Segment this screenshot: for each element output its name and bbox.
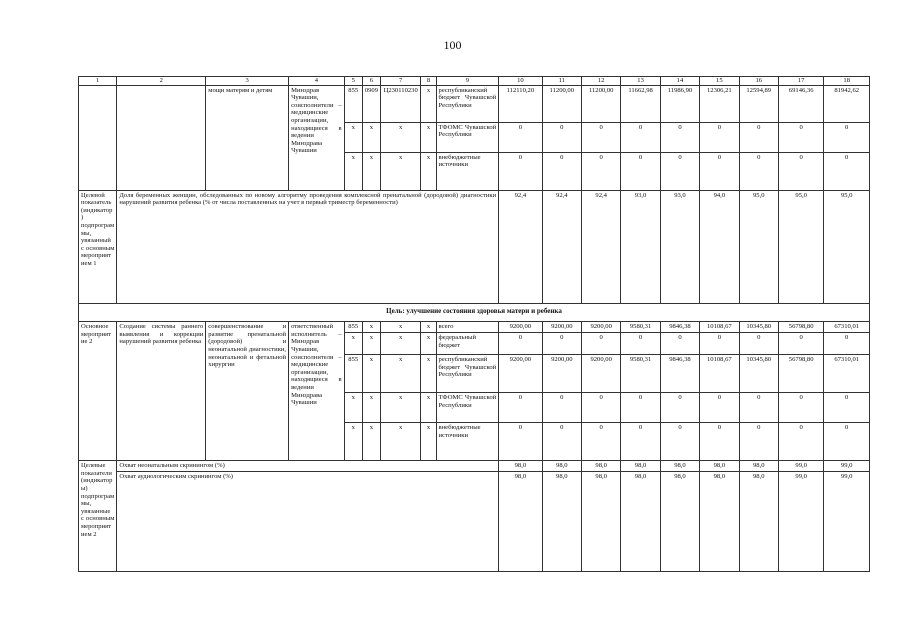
value-cell: 98,0 [499, 461, 542, 472]
value-cell: 0 [700, 423, 739, 461]
table-cell: х [380, 333, 420, 355]
value-cell: 0 [700, 122, 739, 152]
header-cell: 11 [542, 77, 581, 86]
table-cell: х [362, 122, 380, 152]
value-cell: 98,0 [581, 461, 620, 472]
value-cell: 0 [542, 122, 581, 152]
target-indicator-text: Доля беременных женщин, обследованных по новому алгоритму проведения комплексной пренатальной (дородовой) диагностики нарушений развития ребенка (% от числа поставленных на учет в первый триместр беременности) [117, 190, 499, 303]
value-cell: 0 [499, 122, 542, 152]
value-cell: 0 [700, 333, 739, 355]
table-cell [79, 85, 117, 190]
header-cell: 14 [660, 77, 699, 86]
value-cell: 0 [739, 393, 778, 423]
value-cell: 9200,00 [499, 355, 542, 393]
table-cell: х [421, 333, 436, 355]
target-indicator-text: Охват аудиологическим скринингом (%) [117, 472, 499, 572]
activity-name: Создание системы раннего выявления и коррекции нарушений развития ребенка [117, 322, 206, 461]
value-cell: 0 [739, 333, 778, 355]
table-cell: х [362, 152, 380, 190]
table-cell: х [344, 122, 362, 152]
value-cell: 0 [542, 333, 581, 355]
value-cell: 0 [660, 152, 699, 190]
executor-cell: ответственный исполнитель – Минздрав Чувашии, соисполнители – медицинские организации, находящиеся в ведении Минздрава Чувашии [289, 322, 345, 461]
page-number: 100 [443, 38, 462, 52]
value-cell: 56798,80 [778, 355, 823, 393]
value-cell: 0 [700, 152, 739, 190]
value-cell: 98,0 [621, 461, 660, 472]
value-cell: 0 [581, 122, 620, 152]
value-cell: 95,0 [739, 190, 778, 303]
table-cell: х [344, 152, 362, 190]
value-cell: 98,0 [542, 461, 581, 472]
target-indicator-text: Охват неонатальным скринингом (%) [117, 461, 499, 472]
goal-row [79, 303, 870, 322]
value-cell: 98,0 [542, 472, 581, 572]
value-cell: 92,4 [499, 190, 542, 303]
header-cell: 12 [581, 77, 620, 86]
value-cell: 0 [660, 122, 699, 152]
value-cell: 11662,98 [621, 85, 660, 122]
funding-source: внебюджетные источники [436, 152, 499, 190]
value-cell: 0 [499, 393, 542, 423]
header-row [79, 77, 870, 86]
header-cell: 10 [499, 77, 542, 86]
value-cell: 9200,00 [542, 355, 581, 393]
table-cell: х [380, 152, 420, 190]
table-cell: х [344, 393, 362, 423]
funding-source: всего [436, 322, 499, 333]
value-cell: 0 [542, 393, 581, 423]
value-cell: 0 [824, 393, 870, 423]
value-cell: 98,0 [660, 461, 699, 472]
table-cell: х [362, 393, 380, 423]
value-cell: 0 [621, 152, 660, 190]
table-cell: х [421, 85, 436, 122]
value-cell: 9200,00 [581, 322, 620, 333]
value-cell: 0 [739, 122, 778, 152]
header-cell: 3 [206, 77, 289, 86]
value-cell: 11986,90 [660, 85, 699, 122]
table-cell: х [380, 122, 420, 152]
target-indicator-label: Целевой показатель (индикатор) подпрограммы, увязанный с основным мероприятием 1 [79, 190, 117, 303]
value-cell: 0 [581, 333, 620, 355]
value-cell: 9580,31 [621, 322, 660, 333]
value-cell: 99,0 [778, 472, 823, 572]
value-cell: 9846,38 [660, 322, 699, 333]
value-cell: 98,0 [739, 461, 778, 472]
table-cell: х [344, 423, 362, 461]
value-cell: 67310,01 [824, 355, 870, 393]
value-cell: 0 [778, 423, 823, 461]
value-cell: 9846,38 [660, 355, 699, 393]
value-cell: 0 [660, 393, 699, 423]
table-cell: х [362, 333, 380, 355]
header-cell: 9 [436, 77, 499, 86]
header-cell: 1 [79, 77, 117, 86]
value-cell: 99,0 [824, 472, 870, 572]
table-cell: х [421, 423, 436, 461]
value-cell: 0 [824, 152, 870, 190]
executor-cell: Минздрав Чувашии, соисполнители – медицинские организации, находящиеся в ведении Минздрава Чувашии [289, 85, 345, 190]
value-cell: 0 [499, 333, 542, 355]
funding-source: ТФОМС Чувашской Республики [436, 393, 499, 423]
value-cell: 98,0 [739, 472, 778, 572]
header-cell: 15 [700, 77, 739, 86]
value-cell: 94,0 [700, 190, 739, 303]
value-cell: 0 [739, 423, 778, 461]
value-cell: 0 [700, 393, 739, 423]
table-cell: х [421, 393, 436, 423]
value-cell: 10108,67 [700, 355, 739, 393]
value-cell: 12306,21 [700, 85, 739, 122]
value-cell: 98,0 [660, 472, 699, 572]
goal-heading: Цель: улучшение состояния здоровья матери и ребенка [79, 303, 870, 322]
table-cell: х [421, 122, 436, 152]
funding-source: республиканский бюджет Чувашской Республики [436, 85, 499, 122]
value-cell: 11200,00 [581, 85, 620, 122]
value-cell: 95,0 [824, 190, 870, 303]
funding-source: республиканский бюджет Чувашской Республики [436, 355, 499, 393]
value-cell: 98,0 [621, 472, 660, 572]
table-row [79, 190, 870, 303]
activity-description: совершенствование и развитие пренатальной (дородовой) и неонатальной диагностики, неонатальной и фетальной хирургии [206, 322, 289, 461]
value-cell: 98,0 [700, 472, 739, 572]
value-cell: 0 [621, 423, 660, 461]
value-cell: 0 [778, 152, 823, 190]
value-cell: 0 [778, 393, 823, 423]
activity-description: мощи матерям и детям [206, 85, 289, 190]
value-cell: 0 [542, 152, 581, 190]
value-cell: 9200,00 [581, 355, 620, 393]
table-cell: Ц230110230 [380, 85, 420, 122]
value-cell: 10345,80 [739, 355, 778, 393]
value-cell: 9580,31 [621, 355, 660, 393]
program-table [78, 76, 870, 572]
value-cell: 9200,00 [542, 322, 581, 333]
value-cell: 56798,80 [778, 322, 823, 333]
funding-source: ТФОМС Чувашской Республики [436, 122, 499, 152]
table-cell: 855 [344, 85, 362, 122]
table-row [79, 461, 870, 472]
value-cell: 0 [778, 122, 823, 152]
header-cell: 8 [421, 77, 436, 86]
value-cell: 98,0 [700, 461, 739, 472]
value-cell: 95,0 [778, 190, 823, 303]
value-cell: 11200,00 [542, 85, 581, 122]
header-cell: 6 [362, 77, 380, 86]
table-cell: х [362, 423, 380, 461]
value-cell: 0 [824, 122, 870, 152]
header-cell: 5 [344, 77, 362, 86]
value-cell: 98,0 [499, 472, 542, 572]
funding-source: внебюджетные источники [436, 423, 499, 461]
value-cell: 0 [739, 152, 778, 190]
value-cell: 99,0 [824, 461, 870, 472]
value-cell: 99,0 [778, 461, 823, 472]
table-cell: х [380, 355, 420, 393]
value-cell: 67310,01 [824, 322, 870, 333]
table-row [79, 85, 870, 122]
table-cell: х [380, 423, 420, 461]
value-cell: 0 [621, 333, 660, 355]
header-cell: 17 [778, 77, 823, 86]
value-cell: 92,4 [581, 190, 620, 303]
table-row [79, 322, 870, 333]
table-cell: 855 [344, 322, 362, 333]
value-cell: 0 [499, 423, 542, 461]
target-indicator-label: Целевые показатели (индикаторы) подпрограммы, увязанные с основным мероприятием 2 [79, 461, 117, 572]
value-cell: 0 [621, 122, 660, 152]
table-cell: х [421, 322, 436, 333]
value-cell: 10108,67 [700, 322, 739, 333]
value-cell: 9200,00 [499, 322, 542, 333]
header-cell: 13 [621, 77, 660, 86]
table-cell: 855 [344, 355, 362, 393]
value-cell: 92,4 [542, 190, 581, 303]
value-cell: 0 [621, 393, 660, 423]
value-cell: 10345,80 [739, 322, 778, 333]
value-cell: 93,0 [660, 190, 699, 303]
value-cell: 93,0 [621, 190, 660, 303]
table-cell: х [362, 322, 380, 333]
value-cell: 0 [660, 423, 699, 461]
value-cell: 0 [499, 152, 542, 190]
table-cell [117, 85, 206, 190]
header-cell: 18 [824, 77, 870, 86]
value-cell: 0 [778, 333, 823, 355]
table-cell: х [380, 322, 420, 333]
value-cell: 0 [824, 333, 870, 355]
table-cell: х [421, 152, 436, 190]
table-row [79, 472, 870, 572]
value-cell: 12594,89 [739, 85, 778, 122]
header-cell: 16 [739, 77, 778, 86]
value-cell: 0 [581, 393, 620, 423]
activity-label: Основное мероприятие 2 [79, 322, 117, 461]
table-cell: х [421, 355, 436, 393]
value-cell: 0 [581, 152, 620, 190]
value-cell: 0 [542, 423, 581, 461]
header-cell: 7 [380, 77, 420, 86]
header-cell: 4 [289, 77, 345, 86]
value-cell: 98,0 [581, 472, 620, 572]
header-cell: 2 [117, 77, 206, 86]
value-cell: 0 [824, 423, 870, 461]
value-cell: 0 [581, 423, 620, 461]
table-cell: х [362, 355, 380, 393]
funding-source: федеральный бюджет [436, 333, 499, 355]
value-cell: 81942,62 [824, 85, 870, 122]
table-cell: 0909 [362, 85, 380, 122]
table-cell: х [344, 333, 362, 355]
table-cell: х [380, 393, 420, 423]
value-cell: 112110,20 [499, 85, 542, 122]
value-cell: 0 [660, 333, 699, 355]
value-cell: 69146,36 [778, 85, 823, 122]
